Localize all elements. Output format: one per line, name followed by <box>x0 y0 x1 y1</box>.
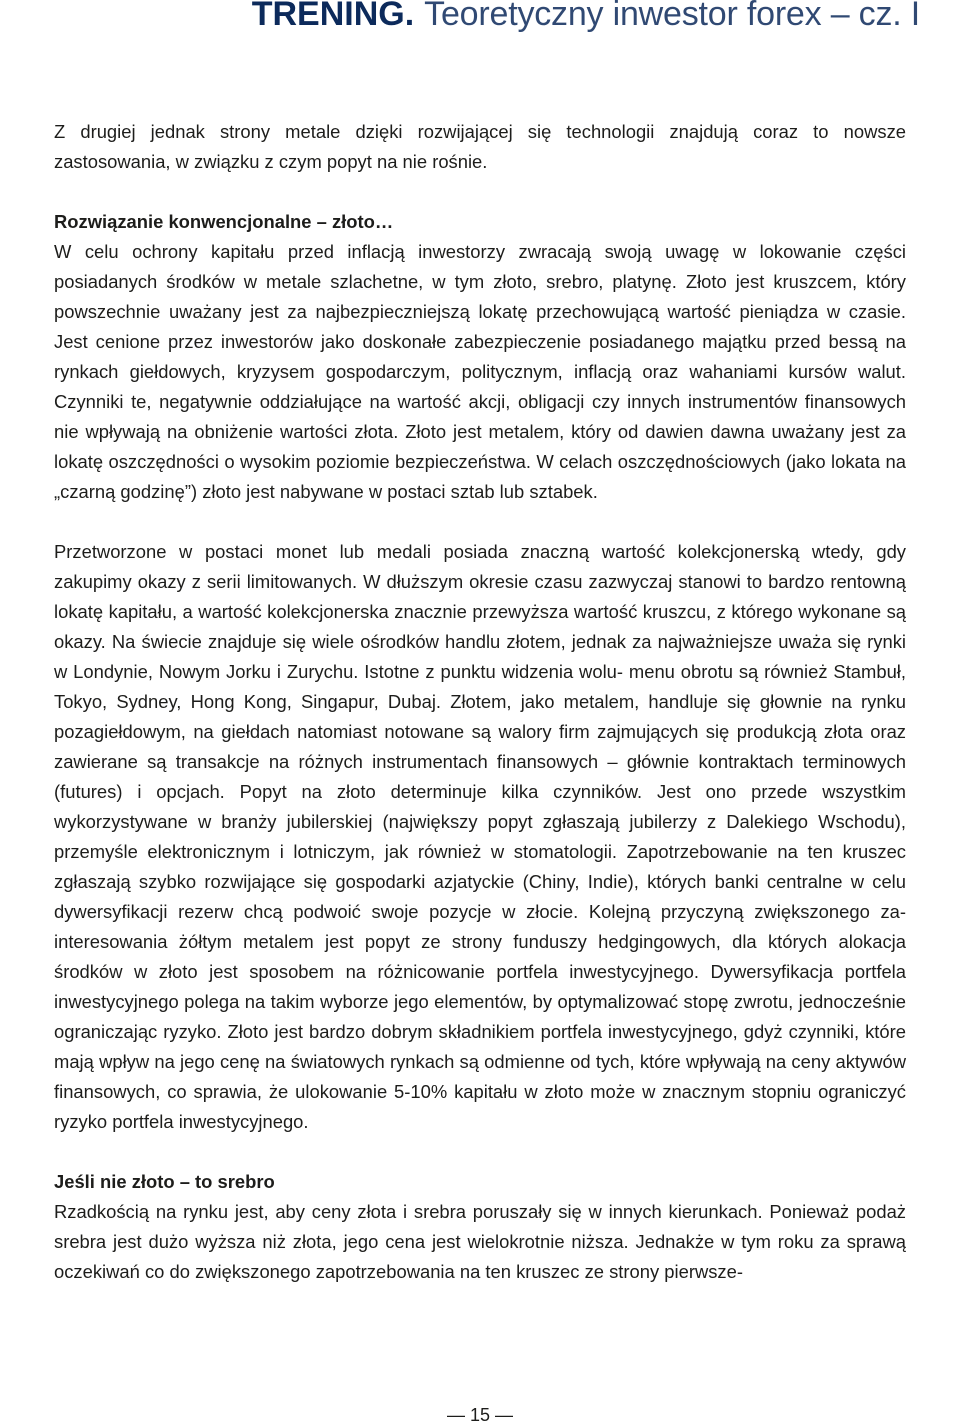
article-body <box>54 117 906 1287</box>
paragraph-gold-markets: Przetworzone w postaci monet lub medali posiada znaczną wartość kolekcjonerską wtedy, gdy zakupimy okazy z serii limitowanych. W dłuższym okresie czasu zazwyczaj stanowi to bardzo rentowną lokatę kapitału, a wartość kolekcjonerska znacznie przewyższa wartość kruszcu, z którego wykonane są okazy. Na świecie znajduje się wiele ośrodków handlu złotem, jednak za najważniejsze uważa się rynki w Londynie, Nowym Jorku i Zurychu. Istotne z punktu widzenia wolu- menu obrotu są również Stambuł, Tokyo, Sydney, Hong Kong, Singapur, Dubaj. Złotem, jako metalem, handluje się głownie na rynku pozagiełdowym, na giełdach natomiast notowane są walory firm zajmujących się produkcją złota oraz zawierane są transakcje na różnych instrumentach finansowych – głównie kontraktach terminowych (futures) i opcjach. Popyt na złoto determinuje kilka czynników. Jest ono przede wszystkim wykorzystywane w branży jubilerskiej (największy popyt zgłaszają jubilerzy z Dalekiego Wschodu), przemyśle elektronicznym i lotniczym, jak również w stomatologii. Zapotrzebowanie na ten kruszec zgłaszają szybko rozwijające się gospodarki azjatyckie (Chiny, Indie), których banki centralne w celu dywersyfikacji rezerw chcą podwoić swoje pozycje w złocie. Kolejną przyczyną zwiększonego za- interesowania żółtym metalem jest popyt ze strony funduszy hedgingowych, dla których alokacja środków w złoto jest sposobem na różnicowanie portfela inwestycyjnego. Dywersyfikacja portfela inwestycyjnego polega na takim wyborze jego elementów, by optymalizować stopę zwrotu, jednocześnie ograniczając ryzyko. Złoto jest bardzo dobrym składnikiem portfela inwestycyjnego, gdyż czynniki, które mają wpływ na jego cenę na światowych rynkach są odmienne od tych, które wpływają na ceny aktywów finansowych, co sprawia, że ulokowanie 5-10% kapitału w złoto może w znacznym stopniu ograniczyć ryzyko portfela inwestycyjnego. <box>54 541 906 1132</box>
header-title-light: Teoretyczny inwestor forex – cz. I <box>424 0 920 33</box>
page-header <box>252 0 920 37</box>
paragraph-gold-protection: W celu ochrony kapitału przed inflacją inwestorzy zwracają swoją uwagę w lokowanie części posiadanych środków w metale szlachetne, w tym złoto, srebro, platynę. Złoto jest kruszcem, który powszechnie uważany jest za najbezpieczniejszą lokatę przechowującą wartość pieniądza w czasie. Jest cenione przez inwestorów jako doskonałe zabezpieczenie posiadanego majątku przed bessą na rynkach giełdowych, kryzysem gospodarczym, politycznym, inflacją oraz wahaniami kursów walut. Czynniki te, negatywnie oddziałujące na wartość akcji, obligacji czy innych instrumentów finansowych nie wpływają na obniżenie wartości złota. Złoto jest metalem, który od dawien dawna uważany jest za lokatę oszczędności o wysokim poziomie bezpieczeństwa. W celach oszczędnościowych (jako lokata na „czarną godzinę”) złoto jest nabywane w postaci sztab lub sztabek. <box>54 241 906 502</box>
section-heading-gold: Rozwiązanie konwencjonalne – złoto… <box>54 211 394 232</box>
section-heading-silver: Jeśli nie złoto – to srebro <box>54 1171 275 1192</box>
paragraph-silver: Rzadkością na rynku jest, aby ceny złota i srebra poruszały się w innych kierunkach. Ponieważ podaż srebra jest dużo wyższa niż złota, jego cena jest wielokrotnie niższa. Jednakże w tym roku za sprawą oczekiwań co do zwiększonego zapotrzebowania na ten kruszec ze strony pierwsze- <box>54 1201 906 1282</box>
paragraph-intro: Z drugiej jednak strony metale dzięki rozwijającej się technologii znajdują coraz to nowsze zastosowania, w związku z czym popyt na nie rośnie. <box>54 121 906 172</box>
header-title-bold: TRENING. <box>251 0 415 33</box>
page-number: — 15 — <box>446 1405 514 1425</box>
